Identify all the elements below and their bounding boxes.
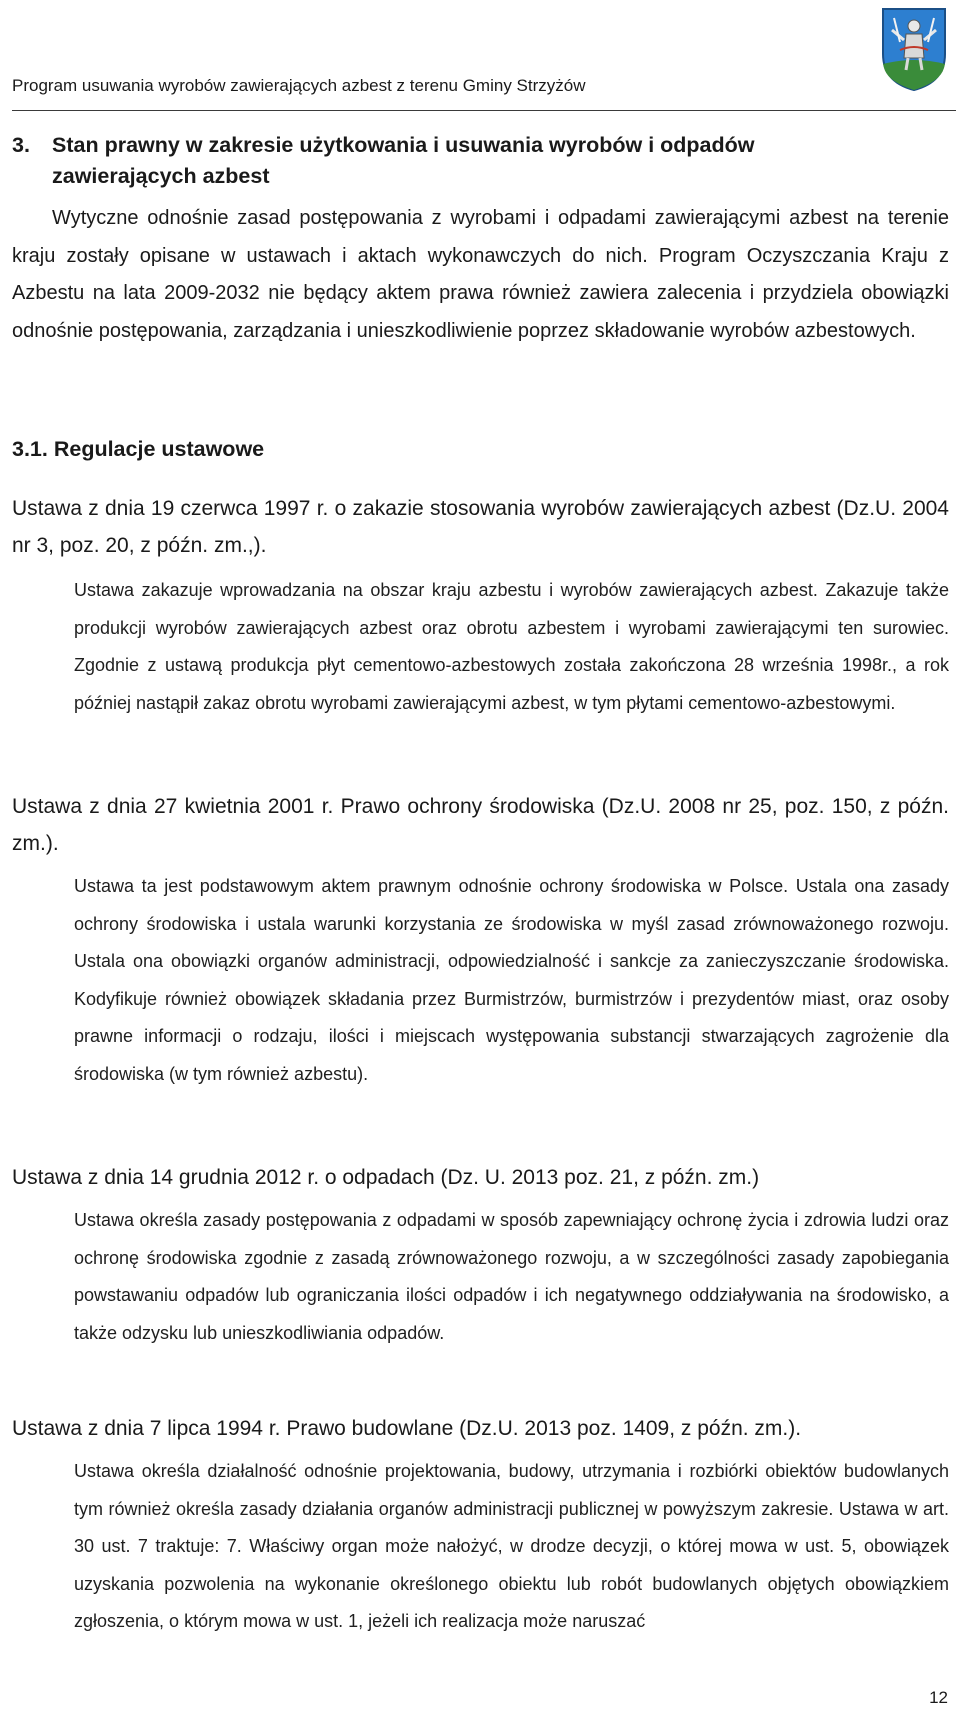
page-number: 12 (929, 1688, 948, 1707)
header-title: Program usuwania wyrobów zawierających azbest z terenu Gminy Strzyżów (12, 76, 586, 95)
law-title: Ustawa z dnia 14 grudnia 2012 r. o odpadach (Dz. U. 2013 poz. 21, z późn. zm.) (12, 1166, 760, 1189)
page-header (12, 0, 956, 111)
section-intro-paragraph: Wytyczne odnośnie zasad postępowania z wyrobami i odpadami zawierającymi azbest na terenie kraju zostały opisane w ustawach i aktach wykonawczych do nich. Program Oczyszczania Kraju z Azbestu na lata 2009-2032 nie będący aktem prawa również zawiera zalecenia i przydziela obowiązki odnośnie postępowania, zarządzania i unieszkodliwienie poprzez składowanie wyrobów azbestowych. (12, 207, 949, 342)
law-title: Ustawa z dnia 27 kwietnia 2001 r. Prawo ochrony środowiska (Dz.U. 2008 nr 25, poz. 150, z późn. zm.). (12, 795, 949, 855)
law-description: Ustawa zakazuje wprowadzania na obszar kraju azbestu i wyrobów zawierających azbest. Zakazuje także produkcji wyrobów zawierających azbest oraz obrotu azbestem i wyrobami zawierającymi ten surowiec. Zgodnie z ustawą produkcja płyt cementowo-azbestowych została zakończona 28 września 1998r., a rok później nastąpił zakaz obrotu wyrobami zawierającymi azbest, w tym płytami cementowo-azbestowymi. (74, 580, 949, 713)
law-description: Ustawa ta jest podstawowym aktem prawnym odnośnie ochrony środowiska w Polsce. Ustala ona zasady ochrony środowiska i ustala warunki korzystania ze środowiska w myśl zasad zrównoważonego rozwoju. Ustala ona obowiązki organów administracji, odpowiedzialność i sankcje za zanieczyszczanie środowiska. Kodyfikuje również obowiązek składania przez Burmistrzów, burmistrzów i prezydentów miast, oraz osoby prawne informacji o rodzaju, ilości i miejscach występowania substancji stwarzających zagrożenie dla środowiska (w tym również azbestu). (74, 876, 949, 1084)
coat-of-arms-icon (880, 6, 948, 92)
subsection-heading: 3.1. Regulacje ustawowe (12, 437, 265, 461)
law-description: Ustawa określa działalność odnośnie projektowania, budowy, utrzymania i rozbiórki obiektów budowlanych tym również określa zasady działania organów administracji publicznej w powyższym zakresie. Ustawa w art. 30 ust. 7 traktuje: 7. Właściwy organ może nałożyć, w drodze decyzji, o której mowa w ust. 5, obowiązek uzyskania pozwolenia na wykonanie określonego obiektu lub robót budowlanych objętych obowiązkiem zgłoszenia, o którym mowa w ust. 1, jeżeli ich realizacja może naruszać (74, 1461, 949, 1631)
law-title: Ustawa z dnia 7 lipca 1994 r. Prawo budowlane (Dz.U. 2013 poz. 1409, z późn. zm.). (12, 1417, 802, 1440)
section-title-line1: Stan prawny w zakresie użytkowania i usuwania wyrobów i odpadów (52, 133, 755, 157)
section-heading (12, 130, 932, 192)
section-title-line2: zawierających azbest (52, 164, 270, 188)
law-title: Ustawa z dnia 19 czerwca 1997 r. o zakazie stosowania wyrobów zawierających azbest (Dz.U. 2004 nr 3, poz. 20, z późn. zm.,). (12, 497, 949, 557)
law-description: Ustawa określa zasady postępowania z odpadami w sposób zapewniający ochronę życia i zdrowia ludzi oraz ochronę środowiska zgodnie z zasadą zrównoważonego rozwoju, a w szczególności zasady zapobiegania powstawaniu odpadów lub ograniczania ilości odpadów i ich negatywnego oddziaływania na środowisko, a także odzysku lub unieszkodliwiania odpadów. (74, 1210, 949, 1343)
section-number: 3. (12, 133, 30, 157)
